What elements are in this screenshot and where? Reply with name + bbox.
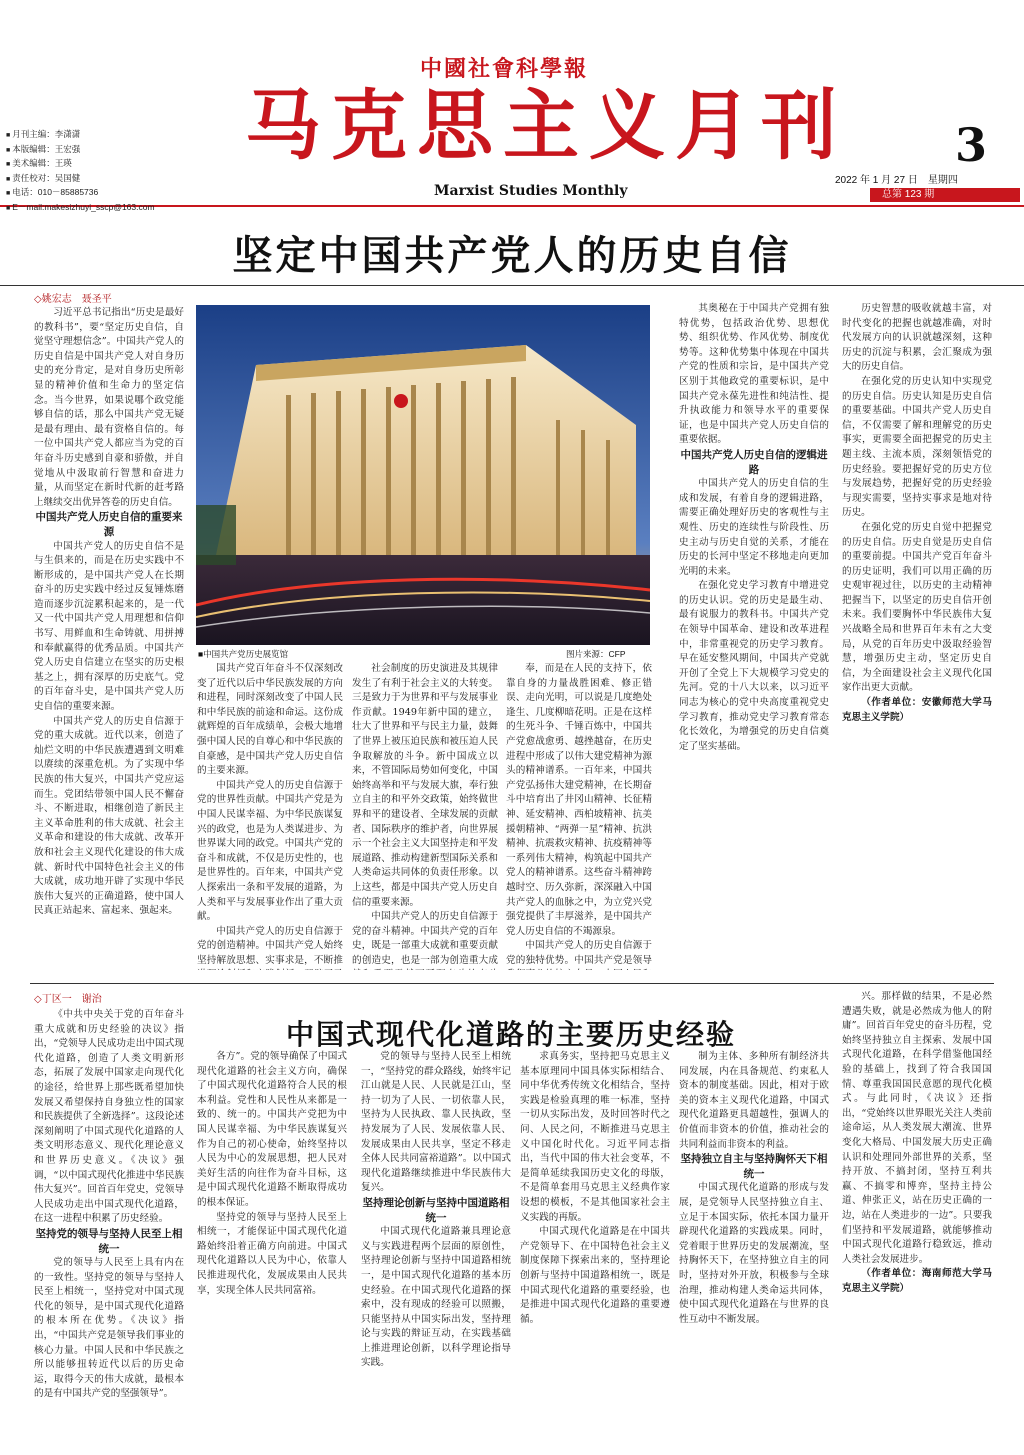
paragraph: 在强化党的历史自觉中把握党的历史自信。历史自觉是历史自信的重要前提。中国共产党百年奋斗的历史证明，我们可以用正确的历史观审视过往，以历史的主动精神把握当下，以坚定的历史自信开创未来。我们要胸怀中华民族伟大复兴战略全局和世界百年未有之大变局，从党的百年历史中汲取经验智慧，增强历史主动，坚定历史自信，为全面建设社会主义现代化国家作出更大贡献。 (842, 521, 992, 694)
paragraph: 求真务实，坚持把马克思主义基本原理同中国具体实际相结合、同中华优秀传统文化相结合，坚持实践是检验真理的唯一标准，坚持一切从实际出发，及时回答时代之问、人民之问，不断推进马克思主义中国化时代化。习近平同志指出，当代中国的伟大社会变革，不是简单延续我国历史文化的母版，不是简单套用马克思主义经典作家设想的模板，不是其他国家社会主义实践的再版。 (520, 1051, 670, 1223)
author-affiliation: （作者单位：海南师范大学马克思主义学院） (842, 1268, 992, 1294)
page-number: 3 (955, 118, 988, 172)
article2-column-1 (34, 1008, 184, 1448)
paragraph: 历史智慧的吸收就越丰富，对时代变化的把握也就越准确，对时代发展方向的认识就越深刻，这种历史的沉淀与积累，会汇聚成为强大的历史自信。 (842, 303, 992, 373)
article2-column-6 (842, 990, 992, 1448)
paragraph: 中国共产党人的历史自信的生成和发展，有着自身的逻辑进路，需要正确处理好历史的客观性与主观性、历史的连续性与阶段性、历史主动与历史自觉的关系，才能在历史的长河中坚定不移地走向更加光明的未来。 (679, 478, 829, 577)
newspaper-name: 中國社會科學報 (420, 56, 589, 82)
paragraph: 其奥秘在于中国共产党拥有独特优势，包括政治优势、思想优势、组织优势、作风优势、制度优势等。这种优势集中体现在中国共产党的性质和宗旨，是中国共产党区别于其他政党的重要标识，是中国共产党永葆先进性和纯洁性、提升执政能力和领导水平的重要保证，也是中国共产党人历史自信的重要依据。 (679, 303, 829, 446)
paragraph: 制为主体、多种所有制经济共同发展，内在具备规范、约束私人资本的制度基础。因此，相对于欧美的资本主义现代化道路，中国式现代化道路更具超越性，强调人的价值而非资本的价值，推动社会的共同利益而非资本的利益。 (679, 1051, 829, 1150)
article1-byline: ◇姚宏志 聂圣平 (34, 294, 112, 305)
photo-caption: ■中国共产党历史展览馆 (198, 649, 289, 659)
article2-headline: 中国式现代化道路的主要历史经验 (285, 1018, 736, 1051)
section-heading: 坚持理论创新与坚持中国道路相统一 (362, 1196, 510, 1224)
staff-list (6, 128, 155, 215)
article1-column-6 (842, 302, 992, 970)
staff-line: ■ 责任校对：吴国健 (6, 172, 155, 187)
headline-rule (0, 285, 1024, 286)
paragraph: 中国共产党人的历史自信源于党的独特优势。中国共产党是领导 (506, 940, 652, 966)
article2-byline: ◇丁区一 谢治 (34, 994, 102, 1005)
paragraph: 中国共产党人的历史自信源于党的重大成就。近代以来，创造了灿烂文明的中华民族遭遇到文明难以赓续的深重危机。为了实现中华民族的伟大复兴，中国共产党应运而生。党团结带领中国人民不懈奋斗、不断进取，相继创造了新民主主义革命胜利的伟大成就、社会主义革命和建设的伟大成就、改革开放和社会主义现代化建设的伟大成就、新时代中国特色社会主义的伟大成就，成功地开辟了实现中华民族伟大复兴的正确道路，使中国人民真正站起来、富起来、强起来。 (34, 715, 184, 917)
section-heading: 中国共产党人历史自信的重要来源 (35, 511, 183, 538)
article2-column-3 (361, 1050, 511, 1448)
paragraph: 党的领导与人民至上具有内在的一致性。坚持党的领导与坚持人民至上相统一，坚持党对中国式现代化的领导，是中国式现代化道路的根本所在优势。《决议》指出，“中国共产党是领导我们事业的核心力量。中国人民和中华民族之所以能够扭转近代以后的历史命运，取得今天的伟大成就，最根本的是有中国共产党的坚强领导”。 (34, 1257, 184, 1400)
staff-line: ■ E－mail:makesizhuyi_sscp@163.com (6, 201, 155, 216)
paragraph: 中国共产党人的历史自信源于党的创造精神。中国共产党人始终坚持解放思想、实事求是，不断推 (197, 925, 343, 966)
paragraph: 社会制度的历史演进及其规律发生了有利于社会主义的大转变。三是致力于为世界和平与发展事业作贡献。1949年新中国的建立，壮大了世界和平与民主力量，鼓舞了世界上被压迫民族和被压迫人民争取解放的斗争。新中国成立以来，不管国际局势如何变化，中国始终高举和平与发展大旗，奉行独立自主的和平外交政策，始终做世界和平的建设者、全球发展的贡献者、国际秩序的维护者，向世界展示一个社会主义大国坚持走和平发展道路、推动构建新型国际关系和人类命运共同体的负责任形象。以上这些，都是中国共产党人历史自信的重要来源。 (352, 663, 498, 908)
issue-date: 2022 年 1 月 27 日 星期四 (835, 175, 958, 186)
paragraph: 中国式现代化道路的形成与发展，是党领导人民坚持独立自主、立足于本国实际，依托本国力量开辟现代化道路的实践成果。同时，党着眼于世界历史的发展潮流，坚持胸怀天下，在坚持独立自主的同时，坚持对外开放，积极参与全球治理，推动构建人类命运共同体，使中国式现代化道路在与世界的良性互动中不断发展。 (679, 1182, 829, 1325)
issue-total-badge: 总第 123 期 (870, 188, 1020, 202)
paragraph: 《中共中央关于党的百年奋斗重大成就和历史经验的决议》指出，“党领导人民成功走出中国式现代化道路，创造了人类文明新形态，拓展了发展中国家走向现代化的途径，给世界上那些既希望加快发展又希望保持自身独立性的国家和民族提供了全新选择”。这段论述深刻阐明了中国式现代化道路的人类文明形态意义、现代化理论意义和世界历史意义。《决议》强调，“以中国式现代化推进中华民族伟大复兴”。回首百年党史，党领导人民成功走出中国式现代化道路，在这一进程中积累了历史经验。 (34, 1009, 184, 1225)
staff-line: ■ 本版编辑：王宏强 (6, 143, 155, 158)
paragraph: 习近平总书记指出“历史是最好的教科书”，要“坚定历史自信，自觉坚守理想信念”。中国共产党人的历史自信是中国共产党人对自身历史的充分肯定，是对自身历史所彰显的精神价值和生命力的坚定信念。当今世界，如果说哪个政党能够自信的话，那么中国共产党无疑是最有理由、最有资格自信的。每一位中国共产党人都应当为党的百年奋斗历史感到自豪和骄傲，并自觉地从中汲取前行智慧和奋进力量，从而坚定在新时代新的赶考路上继续交出优异答卷的历史自信。 (34, 307, 184, 508)
photo-credit: 图片来源：CFP (566, 649, 626, 659)
article1-headline: 坚定中国共产党人的历史自信 (232, 233, 792, 279)
paragraph: 中国共产党人的历史自信源于党的世界性贡献。中国共产党是为中国人民谋幸福、为中华民族谋复兴的政党，也是为人类谋进步、为世界谋大同的政党。中国共产党的奋斗和成就，不仅是历史性的，也是世界性的。百年来，中国共产党人探索出一条和平发展的道路，为人类和平与发展事业作出了重大贡献。 (197, 779, 343, 923)
section-heading: 坚持独立自主与坚持胸怀天下相统一 (680, 1153, 828, 1180)
paragraph: 中国式现代化道路兼具理论意义与实践进程两个层面的原创性，坚持理论创新与坚持中国道路相统一，是中国式现代化道路的基本历史经验。在中国式现代化道路的探索中，没有现成的经验可以照搬，只能坚持从中国实际出发，坚持理论与实践的辩证互动，在实践基础上推进理论创新，以科学理论指导实践。 (361, 1226, 511, 1369)
paragraph: 中国共产党人的历史自信源于党的奋斗精神。中国共产党的百年史，既是一部重大成就和重要贡献的创造史，也是一部为创造重大成 (352, 911, 498, 966)
monthly-english-title: Marxist Studies Monthly (434, 183, 628, 199)
paragraph: 中国式现代化道路是在中国共产党领导下、在中国特色社会主义制度保障下探索出来的，坚持理论创新与坚持中国道路相统一，既是中国式现代化道路的重要经验，也是推进中国式现代化道路的重要遵循。 (520, 1226, 670, 1325)
staff-line: ■ 月刊主编：李潇潇 (6, 128, 155, 143)
article1-column-2 (197, 662, 343, 970)
article-separator (30, 983, 994, 984)
article-photo (196, 305, 650, 645)
monthly-title: 马克思主义月刊 (245, 81, 847, 170)
article1-column-4 (506, 662, 652, 970)
paragraph: 党的领导与坚持人民至上相统一，“坚持党的群众路线，始终牢记江山就是人民、人民就是江山，坚持一切为了人民、一切依靠人民，坚持为人民执政、靠人民执政，坚持发展为了人民、发展依靠人民、发展成果由人民共享，坚定不移走全体人民共同富裕道路”。以中国式现代化道路继续推进中华民族伟大复兴。 (361, 1051, 511, 1194)
section-heading: 中国共产党人历史自信的逻辑进路 (680, 448, 828, 476)
article2-column-5 (679, 1050, 829, 1448)
article1-column-5 (679, 302, 829, 970)
exhibition-hall-illustration (196, 305, 650, 645)
staff-line: ■ 美术编辑：王瑛 (6, 157, 155, 172)
article1-column-3 (352, 662, 498, 970)
author-affiliation: （作者单位：安徽师范大学马克思主义学院） (842, 697, 992, 723)
section-heading: 坚持党的领导与坚持人民至上相统一 (35, 1227, 183, 1255)
paragraph: 在强化党史学习教育中增进党的历史认识。党的历史是最生动、最有说服力的教科书。中国共产党在领导中国革命、建设和改革进程中，非常重视党的历史学习教育。早在延安整风期间，中国共产党就开创了全党上下大规模学习党史的先河。党的十八大以来，以习近平同志为核心的党中央高度重视党史学习教育，推动党史学习教育常态化长效化，为增强党的历史自信奠定了坚实基础。 (679, 580, 829, 752)
paragraph: 中国共产党人的历史自信不是与生俱来的，而是在历史实践中不断形成的，是中国共产党人在长期奋斗的历史实践中经过反复锤炼磨造而逐步沉淀累积起来的，是一代又一代中国共产党人用理想和信仰书写、用鲜血和生命铸就、用拼搏和奉献赢得的优秀品质。中国共产党人历史自信建立在坚实的历史根基之上，拥有深厚的历史底气。党的百年奋斗史，是中国共产党人历史自信的重要来源。 (34, 540, 184, 713)
paragraph: 奉，而是在人民的支持下，依靠自身的力量战胜困难、修正错误、走向光明，可以说是几度绝处逢生、几度柳暗花明。正是在这样的生死斗争、千锤百炼中，中国共产党愈战愈勇、越挫越奋，在历史进程中形成了以伟大建党精神为源头的精神谱系。一百年来，中国共产党弘扬伟大建党精神，在长期奋斗中培育出了井冈山精神、长征精神、延安精神、西柏坡精神、抗美援朝精神、“两弹一星”精神、抗洪精神、抗震救灾精神、抗疫精神等一系列伟大精神，构筑起中国共产党人的精神谱系。这些奋斗精神跨越时空、历久弥新，深深融入中国共产党人的血脉之中，为立党兴党强党提供了丰厚滋养，是中国共产党人历史自信的不竭源泉。 (506, 663, 652, 937)
staff-line: ■ 电话：010－85885736 (6, 186, 155, 201)
article1-column-1 (34, 306, 184, 971)
article2-column-2 (197, 1050, 347, 1448)
paragraph: 各方”。党的领导确保了中国式现代化道路的社会主义方向，确保了中国式现代化道路符合人民的根本利益。党性和人民性从来都是一致的、统一的。中国共产党把为中国人民谋幸福、为中华民族谋复兴作为自己的初心使命，始终坚持以人民为中心的发展思想，把人民对美好生活的向往作为奋斗目标，这是中国式现代化道路不断取得成功的根本保证。 (197, 1051, 347, 1208)
paragraph: 兴。那样做的结果，不是必然遭遇失败，就是必然成为他人的附庸”。回首百年党史的奋斗历程，党始终坚持独立自主探索、发展中国式现代化道路，在科学借鉴他国经验的基础上，找到了符合我国国情、尊重我国国民意愿的现代化模式。与此同时，《决议》还指出，“党始终以世界眼光关注人类前途命运，从人类发展大潮流、世界变化大格局、中国发展大历史正确认识和处理同外部世界的关系，坚持开放、不搞封闭，坚持互利共赢、不搞零和博弈，坚持主持公道、伸张正义，站在历史正确的一边，站在人类进步的一边”。只要我们坚持和平发展道路，就能够推动中国式现代化道路行稳致远，推动人类社会发展进步。 (842, 991, 992, 1265)
paragraph: 国共产党百年奋斗不仅深刻改变了近代以后中华民族发展的方向和进程，同时深刻改变了中国人民和中华民族的前途和命运。这份成就辉煌的百年成绩单，会极大地增强中国人民的自尊心和中华民族的自豪感，是中国共产党人历史自信的主要来源。 (197, 663, 343, 777)
paragraph: 坚持党的领导与坚持人民至上相统一，才能保证中国式现代化道路始终沿着正确方向前进。中国式现代化道路以人民为中心，依靠人民推进现代化，发展成果由人民共享，实现全体人民共同富裕。 (197, 1211, 347, 1296)
paragraph: 在强化党的历史认知中实现党的历史自信。历史认知是历史自信的重要基础。中国共产党人历史自信，不仅需要了解和理解党的历史事实，更需要全面把握党的历史主题主线、主流本质，深刻领悟党的历史经验。要把握好党的历史方位与发展趋势，把握好党的历史经验与现实需要，坚持实事求是地对待历史。 (842, 375, 992, 519)
article2-column-4 (520, 1050, 670, 1448)
